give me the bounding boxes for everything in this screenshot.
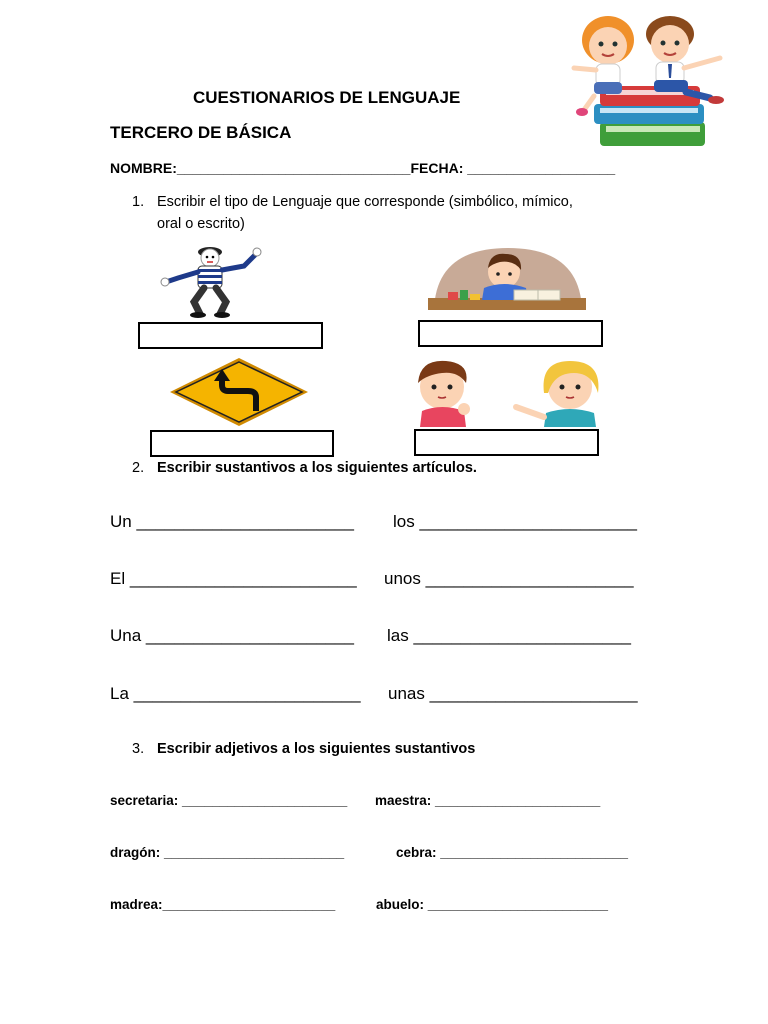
- article-row-4-right[interactable]: unas ______________________: [388, 684, 638, 703]
- question-3-text: Escribir adjetivos a los siguientes sustantivos: [157, 741, 476, 757]
- child-writing-illustration: [428, 246, 586, 312]
- question-3-number: 3.: [132, 741, 145, 757]
- answer-box-mime[interactable]: [138, 322, 323, 349]
- article-row-2-left[interactable]: El ________________________: [110, 569, 357, 588]
- answer-box-talking[interactable]: [414, 429, 599, 456]
- answer-box-writing[interactable]: [418, 320, 603, 347]
- question-1: [132, 191, 573, 235]
- question-1-number: 1.: [132, 194, 145, 210]
- kids-on-books-illustration: [570, 10, 735, 152]
- noun-row-2-right[interactable]: cebra: _________________________: [396, 845, 628, 860]
- page-subtitle: TERCERO DE BÁSICA: [110, 123, 292, 142]
- question-1-text-line2: oral o escrito): [157, 216, 245, 232]
- noun-row-1-left[interactable]: secretaria: ______________________: [110, 793, 348, 808]
- mime-illustration: [160, 244, 265, 318]
- answer-box-road-sign[interactable]: [150, 430, 334, 457]
- article-row-4-left[interactable]: La ________________________: [110, 684, 361, 703]
- name-date-line: NOMBRE:______________________________FECHA: ___________________: [110, 160, 616, 176]
- article-row-3-left[interactable]: Una ______________________: [110, 626, 354, 645]
- noun-row-2-left[interactable]: dragón: ________________________: [110, 845, 345, 860]
- noun-row-1-right[interactable]: maestra: ______________________: [375, 793, 601, 808]
- question-2: [132, 460, 477, 476]
- page-title: CUESTIONARIOS DE LENGUAJE: [193, 88, 461, 107]
- article-row-1-right[interactable]: los _______________________: [393, 512, 637, 531]
- article-row-3-right[interactable]: las _______________________: [387, 626, 631, 645]
- curve-road-sign-illustration: [168, 357, 310, 427]
- question-2-number: 2.: [132, 460, 145, 476]
- question-2-text: Escribir sustantivos a los siguientes artículos.: [157, 460, 477, 476]
- noun-row-3-left[interactable]: madrea:_______________________: [110, 897, 336, 912]
- noun-row-3-right[interactable]: abuelo: ________________________: [376, 897, 608, 912]
- article-row-2-right[interactable]: unos ______________________: [384, 569, 634, 588]
- children-talking-illustration: [398, 357, 622, 429]
- article-row-1-left[interactable]: Un _______________________: [110, 512, 354, 531]
- question-3: [132, 741, 475, 757]
- question-1-text-line1: Escribir el tipo de Lenguaje que corresponde (simbólico, mímico,: [157, 194, 573, 210]
